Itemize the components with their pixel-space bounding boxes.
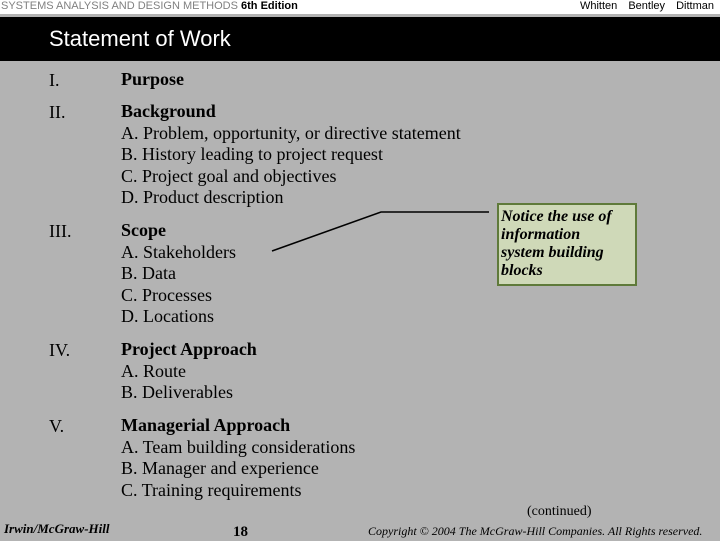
section-number: I. [49,70,60,90]
list-item: B. Data [121,263,176,283]
callout-line: Notice the use of [501,208,612,225]
section-heading: Project Approach [121,339,257,359]
list-item: A. Team building considerations [121,436,356,457]
book-series-title: SYSTEMS ANALYSIS AND DESIGN METHODS [1,0,238,12]
author-name: Bentley [628,0,666,12]
slide-title: Statement of Work [49,26,231,51]
list-item: A. Stakeholders [121,241,236,262]
section-number: IV. [49,340,71,360]
copyright-notice: Copyright © 2004 The McGraw-Hill Companies. All Rights reserved. [368,524,703,538]
callout-note [497,203,637,286]
page-number: 18 [233,524,248,540]
section-heading: Scope [121,220,166,240]
author-name: Dittman [676,0,714,12]
list-item: A. Problem, opportunity, or directive statement [121,122,461,143]
section-number: II. [49,102,66,122]
callout-line: system building [501,244,604,261]
book-edition: 6th Edition [241,0,298,12]
section-heading: Background [121,101,216,121]
list-item: B. History leading to project request [121,144,383,164]
list-item: C. Processes [121,284,212,305]
continued-label: (continued) [527,504,592,519]
section-managerial-approach [121,415,355,501]
list-item: C. Project goal and objectives [121,165,337,186]
section-background [121,101,461,209]
list-item: B. Deliverables [121,382,233,402]
callout-line: information [501,226,581,243]
callout-line: blocks [501,262,543,279]
publisher-name: Irwin/McGraw-Hill [4,521,110,536]
section-heading: Purpose [121,69,184,89]
section-project-approach [121,339,257,404]
list-item: A. Route [121,360,186,381]
section-scope [121,220,236,328]
list-item: D. Locations [121,306,214,326]
section-heading: Managerial Approach [121,415,291,435]
section-number: III. [49,221,72,241]
section-number: V. [49,416,65,436]
section-purpose [121,69,184,91]
list-item: B. Manager and experience [121,458,319,478]
author-name: Whitten [579,0,618,12]
list-item: D. Product description [121,187,284,207]
list-item: C. Training requirements [121,479,302,500]
